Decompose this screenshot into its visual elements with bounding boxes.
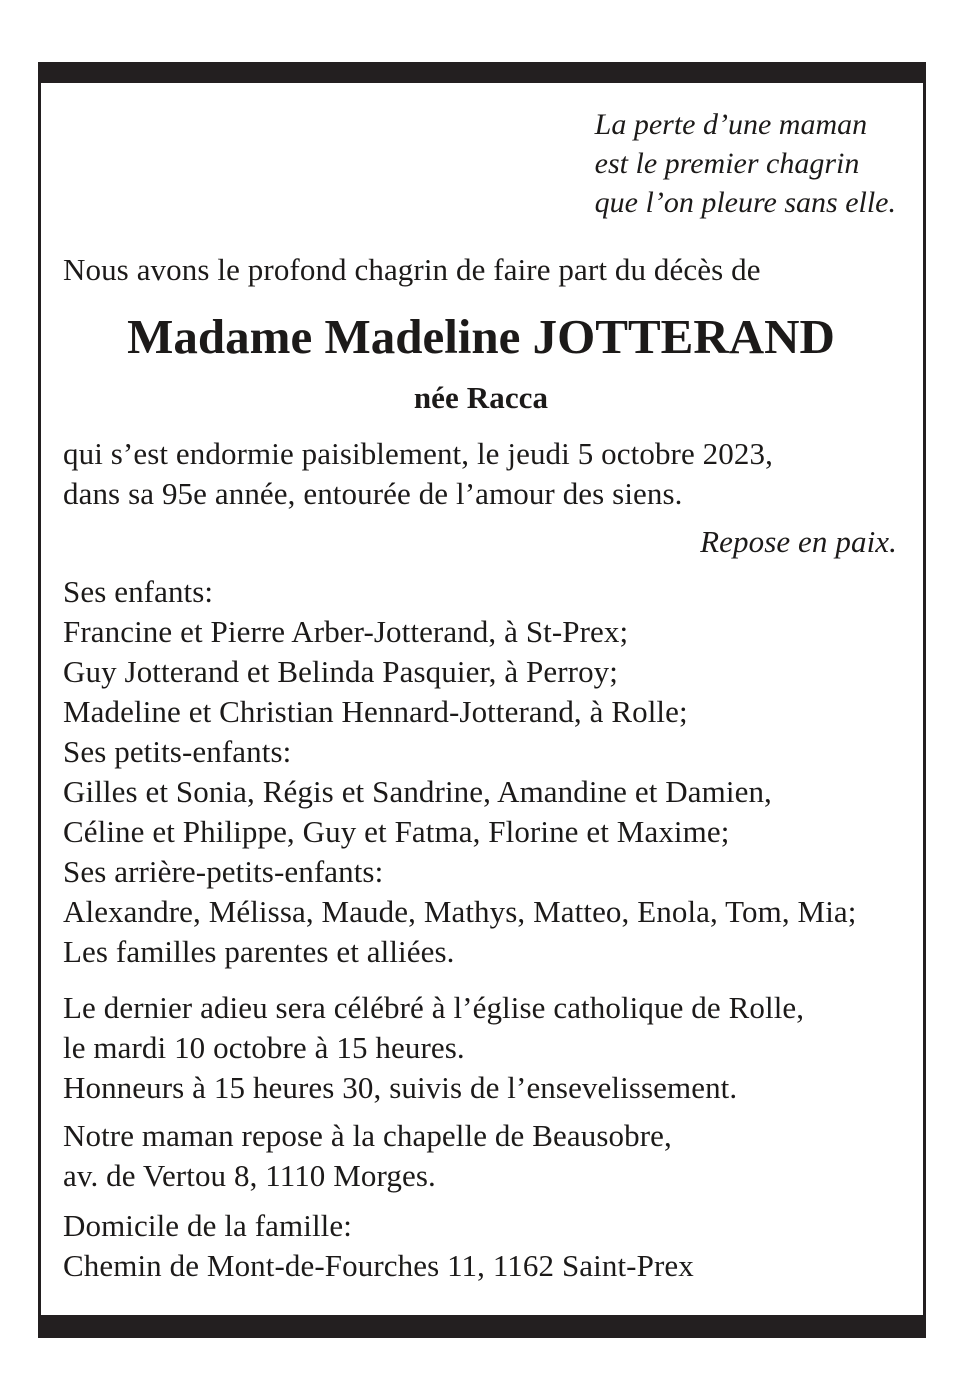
- children-line: Francine et Pierre Arber-Jotterand, à St-Prex;: [63, 614, 629, 649]
- children-line: Guy Jotterand et Belinda Pasquier, à Perroy;: [63, 654, 618, 689]
- repose-location-line: Notre maman repose à la chapelle de Beausobre,: [63, 1118, 672, 1153]
- grandchildren-label: Ses petits-enfants:: [63, 734, 292, 769]
- death-announcement-line: dans sa 95e année, entourée de l’amour des siens.: [63, 476, 683, 511]
- death-announcement-line: qui s’est endormie paisiblement, le jeudi 5 octobre 2023,: [63, 436, 773, 471]
- related-families: Les familles parentes et alliées.: [63, 934, 455, 969]
- epigraph-line: que l’on pleure sans elle.: [594, 186, 896, 219]
- family-address-label: Domicile de la famille:: [63, 1208, 352, 1243]
- bottom-border-bar: [38, 1315, 926, 1338]
- death-notice-card: [38, 62, 926, 1338]
- great-grandchildren-label: Ses arrière-petits-enfants:: [63, 854, 384, 889]
- ceremony-line: Le dernier adieu sera célébré à l’église catholique de Rolle,: [63, 990, 805, 1025]
- epigraph: [595, 105, 896, 222]
- family-address-section: [63, 1206, 899, 1286]
- deceased-name: Madame Madeline JOTTERAND: [127, 309, 835, 364]
- ceremony-section: [63, 988, 899, 1108]
- maiden-name: née Racca: [413, 380, 549, 415]
- ceremony-line: le mardi 10 octobre à 15 heures.: [63, 1030, 465, 1065]
- children-label: Ses enfants:: [63, 574, 214, 609]
- children-line: Madeline et Christian Hennard-Jotterand, à Rolle;: [63, 694, 688, 729]
- great-grandchildren-line: Alexandre, Mélissa, Maude, Mathys, Matteo, Enola, Tom, Mia;: [63, 894, 857, 929]
- repose-location-section: [63, 1116, 899, 1196]
- epigraph-line: est le premier chagrin: [594, 147, 860, 180]
- grandchildren-line: Gilles et Sonia, Régis et Sandrine, Amandine et Damien,: [63, 774, 772, 809]
- death-announcement: [63, 434, 899, 514]
- top-border-bar: [38, 62, 926, 83]
- rest-in-peace: Repose en paix.: [700, 524, 897, 559]
- grandchildren-line: Céline et Philippe, Guy et Fatma, Florine et Maxime;: [63, 814, 730, 849]
- family-section: [63, 572, 899, 972]
- notice-content: [38, 83, 926, 1315]
- intro-text: Nous avons le profond chagrin de faire part du décès de: [63, 252, 761, 287]
- epigraph-line: La perte d’une maman: [594, 108, 868, 141]
- ceremony-line: Honneurs à 15 heures 30, suivis de l’ensevelissement.: [63, 1070, 738, 1105]
- family-address-line: Chemin de Mont-de-Fourches 11, 1162 Saint-Prex: [63, 1248, 694, 1283]
- repose-location-line: av. de Vertou 8, 1110 Morges.: [63, 1158, 436, 1193]
